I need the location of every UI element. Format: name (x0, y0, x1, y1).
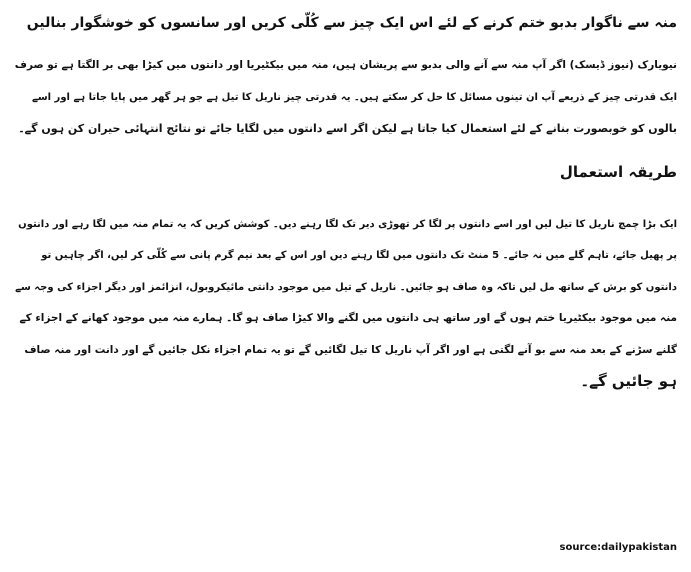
paragraph-line: منہ میں موجود بیکٹیریا ختم ہوں گے اور ساتھ ہی دانتوں میں لگنے والا کیڑا صاف ہو گا۔ ہمارے منہ میں موجود کھانے کے اجزاء کے (19, 312, 677, 324)
paragraph-line: پر پھیل جائے، تاہم گلے میں نہ جائے۔ 5 منٹ تک دانتوں میں لگا رہنے دیں اور اس کے بعد نیم گرم پانی سے کُلّی کر لیں، اگر چاہیں تو (41, 250, 677, 261)
paragraph-line: ایک قدرتی چیز کے ذریعے آپ ان تینوں مسائل کا حل کر سکتے ہیں۔ یہ قدرتی چیز ناریل کا تیل ہے جو ہر گھر میں پایا جاتا ہے اور اسے (31, 91, 677, 103)
paragraph-line: ہو جائیں گے۔ (580, 372, 677, 390)
paragraph-line: گلنے سڑنے کے بعد منہ سے بو آنے لگتی ہے اور اگر آپ ناریل کا تیل لگائیں گے تو یہ تمام اجزاء نکل جائیں گے اور دانت اور منہ صاف (24, 343, 677, 356)
paragraph-line: بالوں کو خوبصورت بنانے کے لئے استعمال کیا جاتا ہے لیکن اگر اسے دانتوں میں لگایا جائے تو نتائج انتہائی حیران کن ہوں گے۔ (18, 122, 677, 135)
paragraph-line: دانتوں کو برش کے ساتھ مل لیں تاکہ وہ صاف ہو جائیں۔ ناریل کے تیل میں موجود دانتی مائیکروبول، انزائمز اور دیگر اجزاء کی وجہ سے (15, 281, 677, 293)
article (14, 8, 677, 398)
paragraph-line: ایک بڑا چمچ ناریل کا تیل لیں اور اسے دانتوں پر لگا کر تھوڑی دیر تک لگا رہنے دیں۔ کوشش کریں کہ یہ تمام منہ میں لگا رہے اور دانتوں (18, 218, 677, 230)
source-credit: source:dailypakistan (559, 542, 677, 553)
article-title: منہ سے ناگوار بدبو ختم کرنے کے لئے اس ایک چیز سے کُلّی کریں اور سانسوں کو خوشگوار بنالیں (26, 15, 677, 31)
paragraph-line: نیویارک (نیوز ڈیسک) اگر آپ منہ سے آنے والی بدبو سے پریشان ہیں، منہ میں بیکٹیریا اور دانتوں میں کیڑا بھی بر الگتا ہے تو صرف (14, 59, 677, 71)
intro-paragraph (14, 50, 677, 145)
method-heading: طریقہ استعمال (559, 162, 677, 181)
method-paragraph (14, 209, 677, 398)
